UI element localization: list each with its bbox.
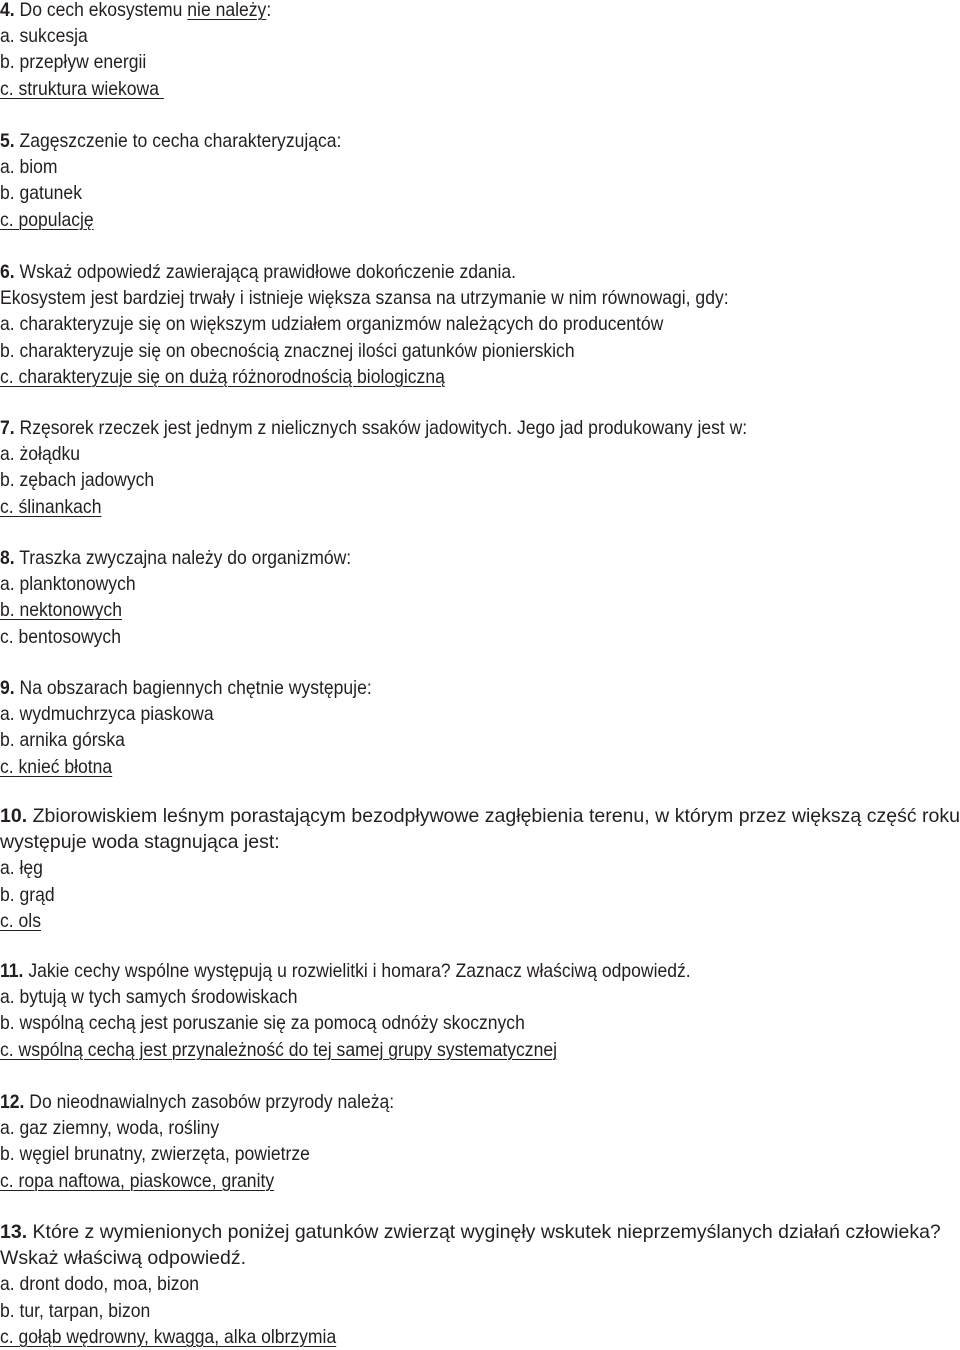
option-a	[0, 571, 864, 597]
option-a	[0, 154, 864, 180]
option-text: ślinankach	[13, 495, 102, 518]
option-b	[0, 180, 864, 206]
option-a	[0, 311, 864, 337]
option-text: struktura wiekowa	[13, 77, 164, 100]
option-a	[0, 701, 864, 727]
option-b	[0, 338, 864, 364]
question-6	[0, 259, 960, 390]
option-letter: b.	[0, 339, 15, 362]
stem-text: Na obszarach bagiennych chętnie występuje:	[19, 677, 372, 699]
option-letter: a.	[0, 313, 15, 336]
question-4	[0, 0, 960, 102]
option-c-answer	[0, 1037, 864, 1063]
option-b	[0, 467, 864, 493]
option-a	[0, 984, 864, 1010]
option-text: nektonowych	[14, 599, 122, 622]
question-stem	[0, 415, 864, 441]
question-8	[0, 545, 960, 650]
option-text: ropa naftowa, piaskowce, granity	[13, 1169, 275, 1192]
question-stem	[0, 1219, 960, 1271]
stem-text: Jakie cechy wspólne występują u rozwielitki i homara? Zaznacz właściwą odpowiedź.	[28, 960, 691, 982]
question-number: 7.	[0, 417, 15, 439]
option-a	[0, 855, 864, 881]
option-letter: b.	[0, 599, 15, 622]
question-9	[0, 675, 960, 780]
stem-text: Do cech ekosystemu	[19, 0, 188, 21]
question-number: 9.	[0, 677, 15, 699]
option-letter: a.	[0, 857, 15, 880]
option-text: wspólną cechą jest poruszanie się za pomocą odnóży skocznych	[14, 1012, 525, 1035]
option-text: arnika górska	[14, 729, 125, 752]
option-letter: a.	[0, 443, 15, 466]
option-text: populację	[13, 208, 94, 231]
option-text: łęg	[14, 857, 43, 880]
option-text: ols	[13, 909, 41, 932]
option-text: tur, tarpan, bizon	[14, 1299, 151, 1322]
question-11	[0, 958, 960, 1063]
option-letter: c.	[0, 77, 14, 100]
option-text: żołądku	[14, 443, 81, 466]
question-13	[0, 1219, 960, 1350]
option-letter: c.	[0, 625, 14, 648]
stem-text: Traszka zwyczajna należy do organizmów:	[19, 547, 352, 569]
option-letter: b.	[0, 729, 15, 752]
question-number: 5.	[0, 130, 15, 152]
option-a	[0, 1115, 864, 1141]
option-b	[0, 882, 864, 908]
stem-text: Zagęszczenie to cecha charakteryzująca:	[19, 130, 342, 152]
option-c-answer	[0, 754, 864, 780]
option-letter: a.	[0, 703, 15, 726]
option-c	[0, 624, 864, 650]
option-text: wspólną cechą jest przynależność do tej samej grupy systematycznej	[13, 1038, 557, 1061]
question-stem	[0, 545, 864, 571]
option-c-answer	[0, 364, 864, 390]
option-b	[0, 1298, 864, 1324]
option-text: bentosowych	[13, 625, 121, 648]
option-text: biom	[14, 156, 58, 179]
option-text: węgiel brunatny, zwierzęta, powietrze	[14, 1143, 310, 1166]
option-c-answer	[0, 207, 864, 233]
option-letter: b.	[0, 1299, 15, 1322]
option-text: knieć błotna	[13, 755, 113, 778]
option-letter: c.	[0, 1038, 14, 1061]
option-b	[0, 1010, 864, 1036]
question-number: 4.	[0, 0, 15, 21]
question-stem	[0, 958, 864, 984]
question-number: 10.	[0, 805, 28, 827]
option-letter: b.	[0, 182, 15, 205]
question-stem	[0, 0, 864, 23]
question-10	[0, 803, 960, 934]
option-text: charakteryzuje się on większym udziałem organizmów należących do producentów	[14, 313, 664, 336]
question-number: 13.	[0, 1221, 28, 1243]
question-7	[0, 415, 960, 520]
question-12	[0, 1089, 960, 1194]
option-text: wydmuchrzyca piaskowa	[14, 703, 214, 726]
option-c-answer	[0, 76, 864, 102]
option-letter: a.	[0, 986, 15, 1009]
option-text: planktonowych	[14, 573, 136, 596]
option-letter: c.	[0, 1325, 14, 1348]
option-b-answer	[0, 597, 864, 623]
option-text: charakteryzuje się on obecnością znacznej ilości gatunków pionierskich	[14, 339, 575, 362]
option-text: dront dodo, moa, bizon	[14, 1273, 200, 1296]
option-b	[0, 1141, 864, 1167]
emphasis-text: nie należy	[187, 0, 267, 21]
stem-text: Które z wymienionych poniżej gatunków zwierząt wyginęły wskutek nieprzemyślanych działań człowieka? Wskaż właściwą odpowiedź.	[0, 1221, 941, 1270]
option-text: gaz ziemny, woda, rośliny	[14, 1117, 220, 1140]
option-a	[0, 441, 864, 467]
option-c-answer	[0, 908, 864, 934]
option-text: gatunek	[14, 182, 82, 205]
option-letter: c.	[0, 1169, 14, 1192]
question-number: 6.	[0, 261, 15, 283]
option-text: gołąb wędrowny, kwagga, alka olbrzymia	[13, 1325, 337, 1348]
option-letter: b.	[0, 51, 15, 74]
option-letter: c.	[0, 755, 14, 778]
option-text: bytują w tych samych środowiskach	[14, 986, 298, 1009]
option-letter: c.	[0, 495, 14, 518]
option-letter: b.	[0, 469, 15, 492]
question-number: 11.	[0, 960, 24, 982]
option-letter: a.	[0, 1273, 15, 1296]
option-letter: a.	[0, 1117, 15, 1140]
option-letter: a.	[0, 25, 15, 48]
option-text: przepływ energii	[14, 51, 147, 74]
question-stem	[0, 128, 864, 154]
option-letter: c.	[0, 365, 14, 388]
option-letter: b.	[0, 1012, 15, 1035]
option-c-answer	[0, 1324, 864, 1350]
question-stem	[0, 675, 864, 701]
stem-text: Zbiorowiskiem leśnym porastającym bezodpływowe zagłębienia terenu, w którym przez większą część roku występuje woda stagnująca jest:	[0, 805, 960, 854]
option-b	[0, 727, 864, 753]
question-stem	[0, 1089, 864, 1115]
stem-text-end: :	[266, 0, 272, 21]
question-stem	[0, 259, 864, 285]
question-stem	[0, 803, 960, 855]
option-letter: a.	[0, 573, 15, 596]
question-5	[0, 128, 960, 233]
option-text: zębach jadowych	[14, 469, 155, 492]
option-letter: b.	[0, 883, 15, 906]
stem-text: Wskaż odpowiedź zawierającą prawidłowe dokończenie zdania.	[19, 261, 517, 283]
option-text: grąd	[14, 883, 55, 906]
option-letter: a.	[0, 156, 15, 179]
option-text: charakteryzuje się on dużą różnorodnością biologiczną	[13, 365, 445, 388]
option-c-answer	[0, 1168, 864, 1194]
question-number: 8.	[0, 547, 15, 569]
option-letter: c.	[0, 909, 14, 932]
stem-text: Rzęsorek rzeczek jest jednym z nielicznych ssaków jadowitych. Jego jad produkowany jest w:	[19, 417, 748, 439]
option-text: sukcesja	[14, 25, 88, 48]
question-stem-line-2: Ekosystem jest bardziej trwały i istnieje większa szansa na utrzymanie w nim równowagi, gdy:	[0, 287, 729, 310]
option-b	[0, 49, 864, 75]
question-number: 12.	[0, 1091, 25, 1113]
stem-text: Do nieodnawialnych zasobów przyrody należą:	[29, 1091, 395, 1113]
option-letter: c.	[0, 208, 14, 231]
option-a	[0, 1271, 864, 1297]
option-letter: b.	[0, 1143, 15, 1166]
option-a	[0, 23, 864, 49]
option-c-answer	[0, 494, 864, 520]
